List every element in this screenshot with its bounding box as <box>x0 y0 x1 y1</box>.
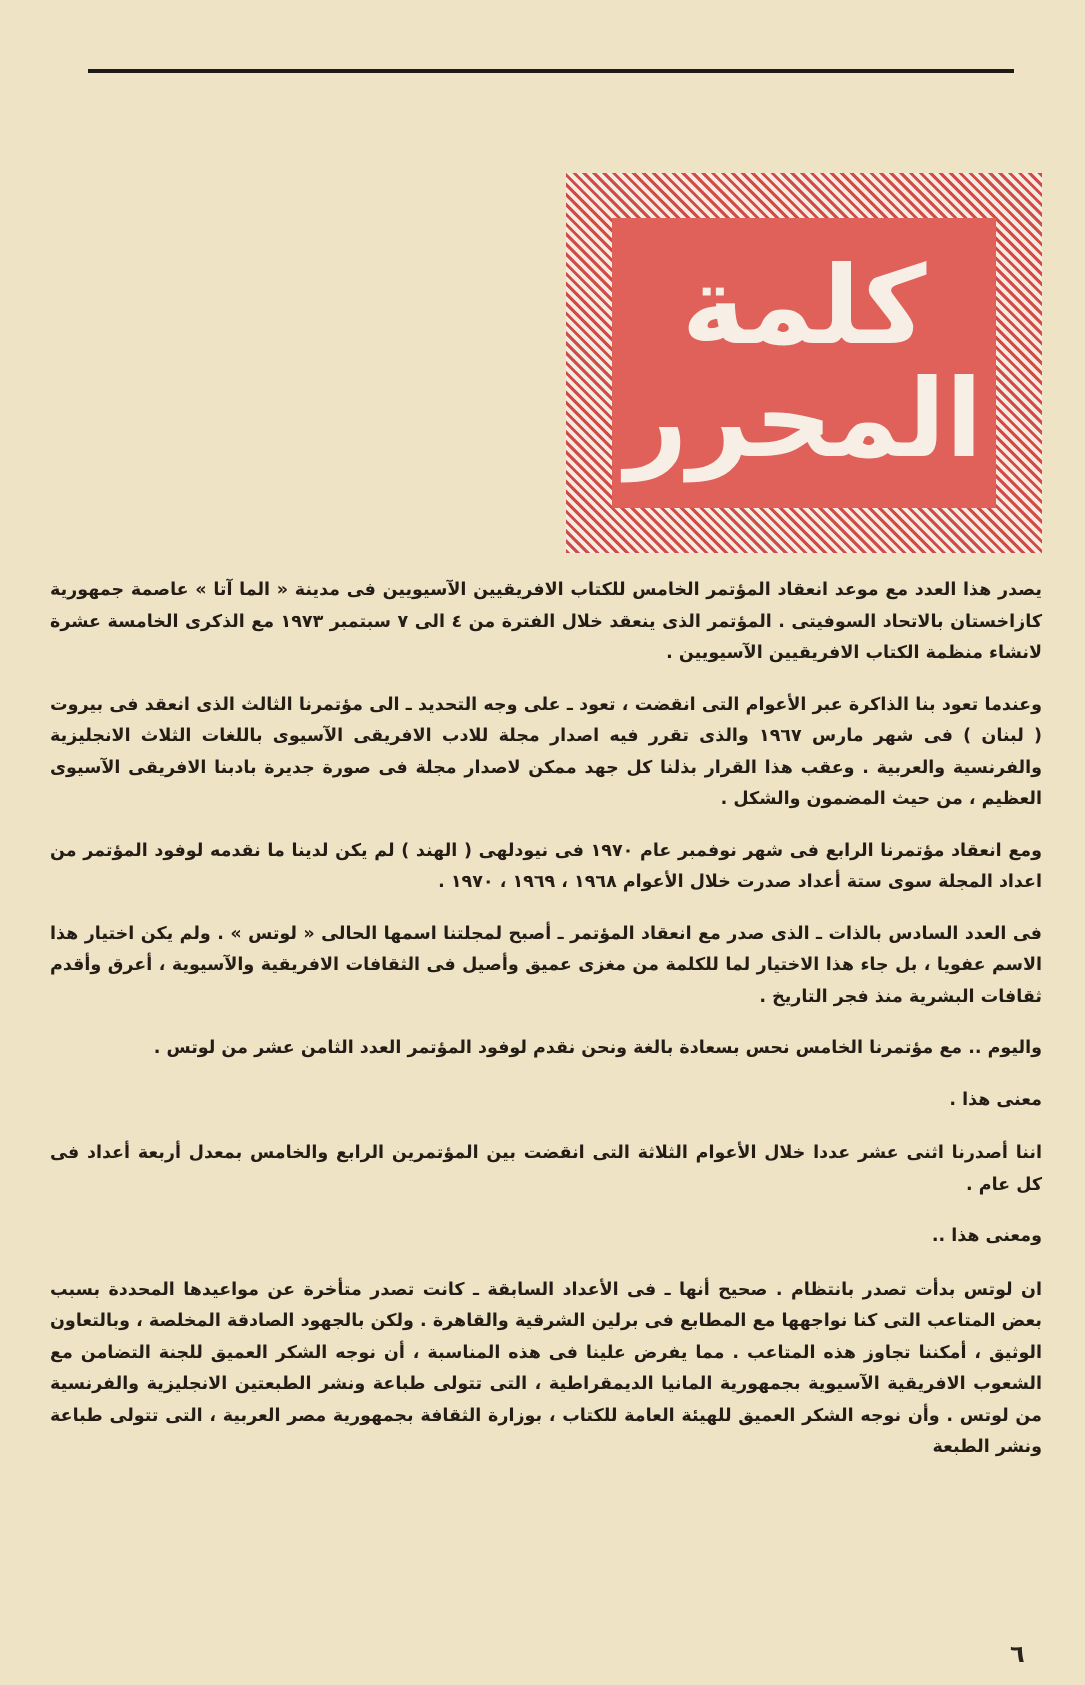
emblem-title-line-1: كلمة <box>681 243 927 369</box>
emblem-title-line-2: المحرر <box>625 357 983 482</box>
top-rule <box>88 69 1014 73</box>
paragraph: ومع انعقاد مؤتمرنا الرابع فى شهر نوفمبر عام ١٩٧٠ فى نيودلهى ( الهند ) لم يكن لدينا ما نقدمه لوفود المؤتمر من اعداد المجلة سوى ستة أعداد صدرت خلال الأعوام ١٩٦٨ ، ١٩٦٩ ، ١٩٧٠ . <box>50 840 1042 892</box>
paragraph: ان لوتس بدأت تصدر بانتظام . صحيح أنها ـ فى الأعداد السابقة ـ كانت تصدر متأخرة عن مواعيدها المحددة بسبب بعض المتاعب التى كنا نواجهها مع المطابع فى برلين الشرقية والقاهرة . ولكن بالجهود الصادقة المخلصة ، وبالتعاون الوثيق ، أمكننا تجاوز هذه المتاعب . مما يفرض علينا فى هذه المناسبة ، أن نوجه الشكر العميق للجنة التضامن مع الشعوب الافريقية الآسيوية بجمهورية المانيا الديمقراطية ، التى تتولى طباعة ونشر الطبعتين الانجليزية والفرنسية من لوتس . وأن نوجه الشكر العميق للهيئة العامة للكتاب ، بوزارة الثقافة بجمهورية مصر العربية ، التى تتولى طباعة ونشر الطبعة <box>50 1279 1042 1457</box>
emblem-panel <box>612 218 996 508</box>
editor-word-emblem <box>566 173 1042 553</box>
page-number: ٦ <box>1010 1640 1025 1668</box>
paragraph: واليوم .. مع مؤتمرنا الخامس نحس بسعادة بالغة ونحن نقدم لوفود المؤتمر العدد الثامن عشر من لوتس . <box>153 1038 1042 1058</box>
paragraph: فى العدد السادس بالذات ـ الذى صدر مع انعقاد المؤتمر ـ أصبح لمجلتنا اسمها الحالى « لوتس » . ولم يكن اختيار هذا الاسم عفويا ، بل جاء هذا الاختيار لما للكلمة من مغزى عميق وأصيل فى الثقافات الافريقية والآسيوية ، أعرق وأقدم ثقافات البشرية منذ فجر التاريخ . <box>50 923 1042 1007</box>
paragraph: اننا أصدرنا اثنى عشر عددا خلال الأعوام الثلاثة التى انقضت بين المؤتمرين الرابع والخامس بمعدل أربعة أعداد فى كل عام . <box>50 1143 1042 1195</box>
paragraph: وعندما تعود بنا الذاكرة عبر الأعوام التى انقضت ، تعود ـ على وجه التحديد ـ الى مؤتمرنا الثالث الذى انعقد فى بيروت ( لبنان ) فى شهر مارس ١٩٦٧ والذى تقرر فيه اصدار مجلة للادب الافريقى الآسيوى باللغات الثلاث الانجليزية والفرنسية والعربية . وعقب هذا القرار بذلنا كل جهد ممكن لاصدار مجلة فى صورة جديرة بادبنا الافريقى الآسيوى العظيم ، من حيث المضمون والشكل . <box>50 694 1043 809</box>
paragraph: معنى هذا . <box>949 1089 1042 1110</box>
paragraph: ومعنى هذا .. <box>931 1226 1042 1246</box>
editorial-article <box>50 575 1042 1484</box>
paragraph: يصدر هذا العدد مع موعد انعقاد المؤتمر الخامس للكتاب الافريقيين الآسيويين فى مدينة « الما آتا » عاصمة جمهورية كازاخستان بالاتحاد السوفيتى . المؤتمر الذى ينعقد خلال الفترة من ٤ الى ٧ سبتمبر ١٩٧٣ مع الذكرى الخامسة عشرة لانشاء منظمة الكتاب الافريقيين الآسيويين . <box>50 580 1042 663</box>
